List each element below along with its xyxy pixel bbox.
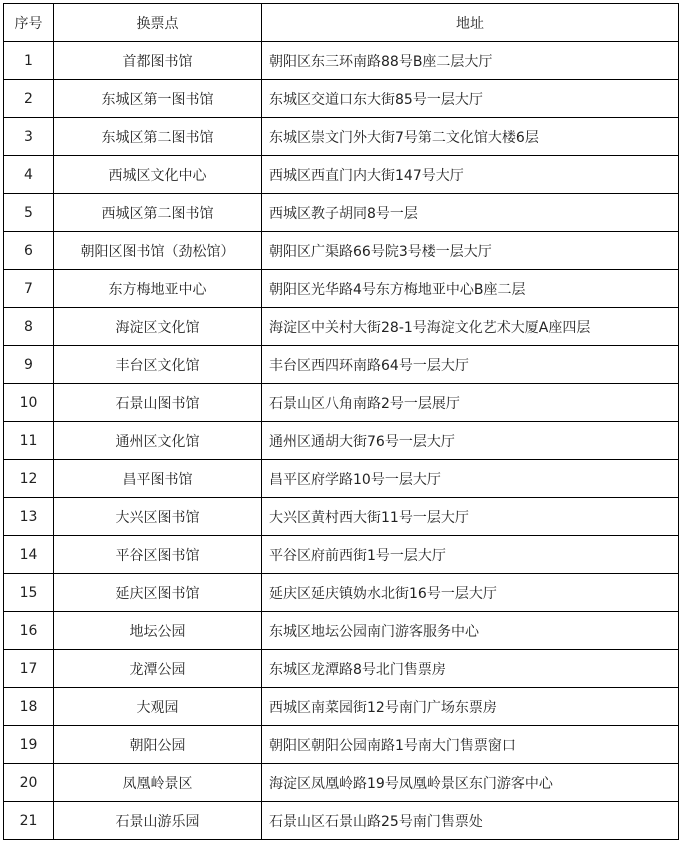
exchange-point: 西城区第二图书馆 [54, 194, 262, 232]
address: 朝阳区朝阳公园南路1号南大门售票窗口 [262, 726, 679, 764]
exchange-point: 东方梅地亚中心 [54, 270, 262, 308]
row-number: 5 [4, 194, 54, 232]
row-number: 4 [4, 156, 54, 194]
exchange-point: 地坛公园 [54, 612, 262, 650]
address: 平谷区府前西街1号一层大厅 [262, 536, 679, 574]
table-row [4, 726, 679, 764]
table-row [4, 118, 679, 156]
row-number: 12 [4, 460, 54, 498]
address: 东城区龙潭路8号北门售票房 [262, 650, 679, 688]
address: 西城区西直门内大街147号大厅 [262, 156, 679, 194]
row-number: 9 [4, 346, 54, 384]
table-body [4, 42, 679, 840]
table-row [4, 308, 679, 346]
address: 东城区交道口东大街85号一层大厅 [262, 80, 679, 118]
header-point: 换票点 [54, 4, 262, 42]
ticket-exchange-table [3, 3, 679, 840]
row-number: 2 [4, 80, 54, 118]
exchange-point: 海淀区文化馆 [54, 308, 262, 346]
table-row [4, 194, 679, 232]
exchange-point: 平谷区图书馆 [54, 536, 262, 574]
table-row [4, 498, 679, 536]
exchange-point: 延庆区图书馆 [54, 574, 262, 612]
row-number: 16 [4, 612, 54, 650]
table-row [4, 346, 679, 384]
exchange-point: 朝阳公园 [54, 726, 262, 764]
row-number: 10 [4, 384, 54, 422]
row-number: 15 [4, 574, 54, 612]
table-row [4, 232, 679, 270]
exchange-point: 凤凰岭景区 [54, 764, 262, 802]
header-no: 序号 [4, 4, 54, 42]
address: 朝阳区光华路4号东方梅地亚中心B座二层 [262, 270, 679, 308]
address: 东城区地坛公园南门游客服务中心 [262, 612, 679, 650]
address: 石景山区石景山路25号南门售票处 [262, 802, 679, 840]
exchange-point: 首都图书馆 [54, 42, 262, 80]
row-number: 11 [4, 422, 54, 460]
address: 西城区教子胡同8号一层 [262, 194, 679, 232]
address: 延庆区延庆镇妫水北街16号一层大厅 [262, 574, 679, 612]
row-number: 19 [4, 726, 54, 764]
exchange-point: 昌平图书馆 [54, 460, 262, 498]
table-row [4, 764, 679, 802]
table-header-row [4, 4, 679, 42]
address: 丰台区西四环南路64号一层大厅 [262, 346, 679, 384]
exchange-point: 西城区文化中心 [54, 156, 262, 194]
table-row [4, 156, 679, 194]
row-number: 1 [4, 42, 54, 80]
table-row [4, 650, 679, 688]
address: 东城区崇文门外大街7号第二文化馆大楼6层 [262, 118, 679, 156]
exchange-point: 石景山图书馆 [54, 384, 262, 422]
table-row [4, 688, 679, 726]
exchange-point: 东城区第二图书馆 [54, 118, 262, 156]
exchange-point: 大观园 [54, 688, 262, 726]
row-number: 17 [4, 650, 54, 688]
row-number: 20 [4, 764, 54, 802]
exchange-point: 大兴区图书馆 [54, 498, 262, 536]
exchange-point: 龙潭公园 [54, 650, 262, 688]
address: 朝阳区广渠路66号院3号楼一层大厅 [262, 232, 679, 270]
address: 西城区南菜园街12号南门广场东票房 [262, 688, 679, 726]
header-address: 地址 [262, 4, 679, 42]
exchange-point: 朝阳区图书馆（劲松馆） [54, 232, 262, 270]
address: 海淀区凤凰岭路19号凤凰岭景区东门游客中心 [262, 764, 679, 802]
address: 通州区通胡大街76号一层大厅 [262, 422, 679, 460]
exchange-point: 丰台区文化馆 [54, 346, 262, 384]
table-row [4, 574, 679, 612]
row-number: 7 [4, 270, 54, 308]
exchange-point: 石景山游乐园 [54, 802, 262, 840]
row-number: 21 [4, 802, 54, 840]
exchange-point: 通州区文化馆 [54, 422, 262, 460]
address: 大兴区黄村西大街11号一层大厅 [262, 498, 679, 536]
row-number: 14 [4, 536, 54, 574]
address: 朝阳区东三环南路88号B座二层大厅 [262, 42, 679, 80]
row-number: 8 [4, 308, 54, 346]
table-row [4, 536, 679, 574]
table-row [4, 460, 679, 498]
address: 昌平区府学路10号一层大厅 [262, 460, 679, 498]
address: 海淀区中关村大街28-1号海淀文化艺术大厦A座四层 [262, 308, 679, 346]
table-row [4, 80, 679, 118]
table-row [4, 612, 679, 650]
row-number: 18 [4, 688, 54, 726]
table-row [4, 384, 679, 422]
table-row [4, 802, 679, 840]
row-number: 3 [4, 118, 54, 156]
row-number: 13 [4, 498, 54, 536]
table-row [4, 422, 679, 460]
row-number: 6 [4, 232, 54, 270]
exchange-point: 东城区第一图书馆 [54, 80, 262, 118]
address: 石景山区八角南路2号一层展厅 [262, 384, 679, 422]
table-row [4, 270, 679, 308]
table-row [4, 42, 679, 80]
